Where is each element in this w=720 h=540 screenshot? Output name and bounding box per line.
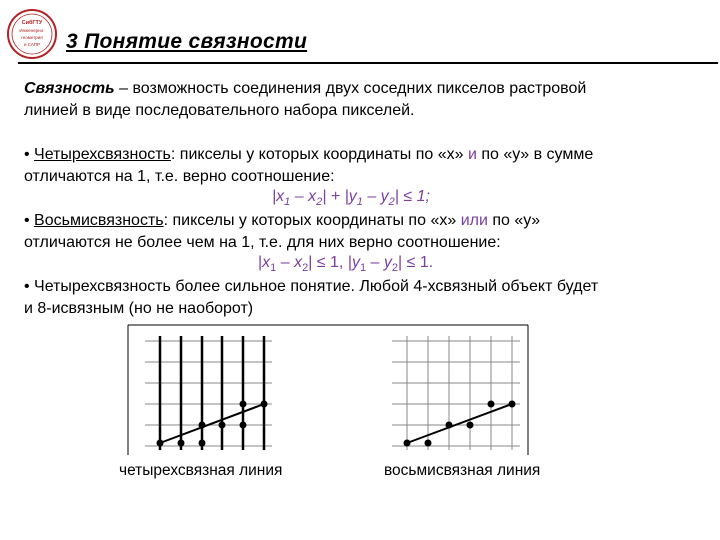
four-conjunction: и (467, 146, 477, 163)
definition-line-2: линией в виде последовательного набора пикселей. (24, 102, 415, 119)
four-grid-horizontal (145, 341, 272, 446)
title-divider (18, 62, 718, 64)
four-text-a: : пикселы у которых координаты по «x» (170, 146, 468, 163)
eight-text-b: по «y» (487, 212, 541, 229)
eight-connected-figure (392, 336, 520, 450)
four-line-1 (24, 144, 593, 166)
eight-bullet: • (24, 212, 35, 229)
four-line-2: отличаются на 1, т.е. верно соотношение: (24, 168, 335, 185)
summary-line-2: и 8-исвязным (но не наоборот) (24, 300, 254, 317)
definition-line-1 (24, 78, 586, 100)
four-pixels (157, 401, 268, 447)
logo-line-2: Инженерно- (19, 28, 45, 33)
logo-line-1: СибГТУ (21, 20, 43, 26)
eight-conjunction: или (460, 212, 488, 229)
four-bullet: • (24, 146, 35, 163)
four-connected-caption: четырехсвязная линия (119, 462, 283, 479)
university-logo (6, 8, 58, 60)
eight-text-a: : пикселы у которых координаты по «x» (163, 212, 461, 229)
eight-pixels (404, 401, 516, 447)
four-term: Четырехсвязность (34, 146, 171, 163)
eight-line-1 (24, 210, 540, 232)
eight-grid-vertical (407, 336, 512, 450)
four-ideal-line (160, 404, 264, 443)
eight-term: Восьмисвязность (34, 212, 164, 229)
page-title: 3 Понятие связности (66, 30, 308, 53)
eight-formula: $|x_1 - x_2| \le 1$, $|y_1 - y_2| \le 1$. (258, 254, 434, 275)
logo-line-4: и САПР (23, 42, 41, 47)
summary-line-1: • Четырехсвязность более сильное понятие. Любой 4-хсвязный объект будет (24, 278, 599, 295)
definition-text-1: – возможность соединения двух соседних пикселов растровой (114, 80, 587, 97)
eight-ideal-line (407, 404, 512, 443)
eight-connected-caption: восьмисвязная линия (384, 462, 541, 479)
eight-line-2: отличаются не более чем на 1, т.е. для них верно соотношение: (24, 234, 501, 251)
definition-term: Связность (24, 80, 115, 97)
logo-line-3: геометрия (21, 35, 43, 40)
four-formula: $|x_1 - x_2| + |y_1 - y_2| \le 1$; (272, 188, 430, 209)
four-grid-vertical (160, 336, 264, 450)
eight-grid-horizontal (392, 341, 520, 446)
four-text-b: по «y» в сумме (476, 146, 594, 163)
four-connected-figure (145, 336, 272, 450)
